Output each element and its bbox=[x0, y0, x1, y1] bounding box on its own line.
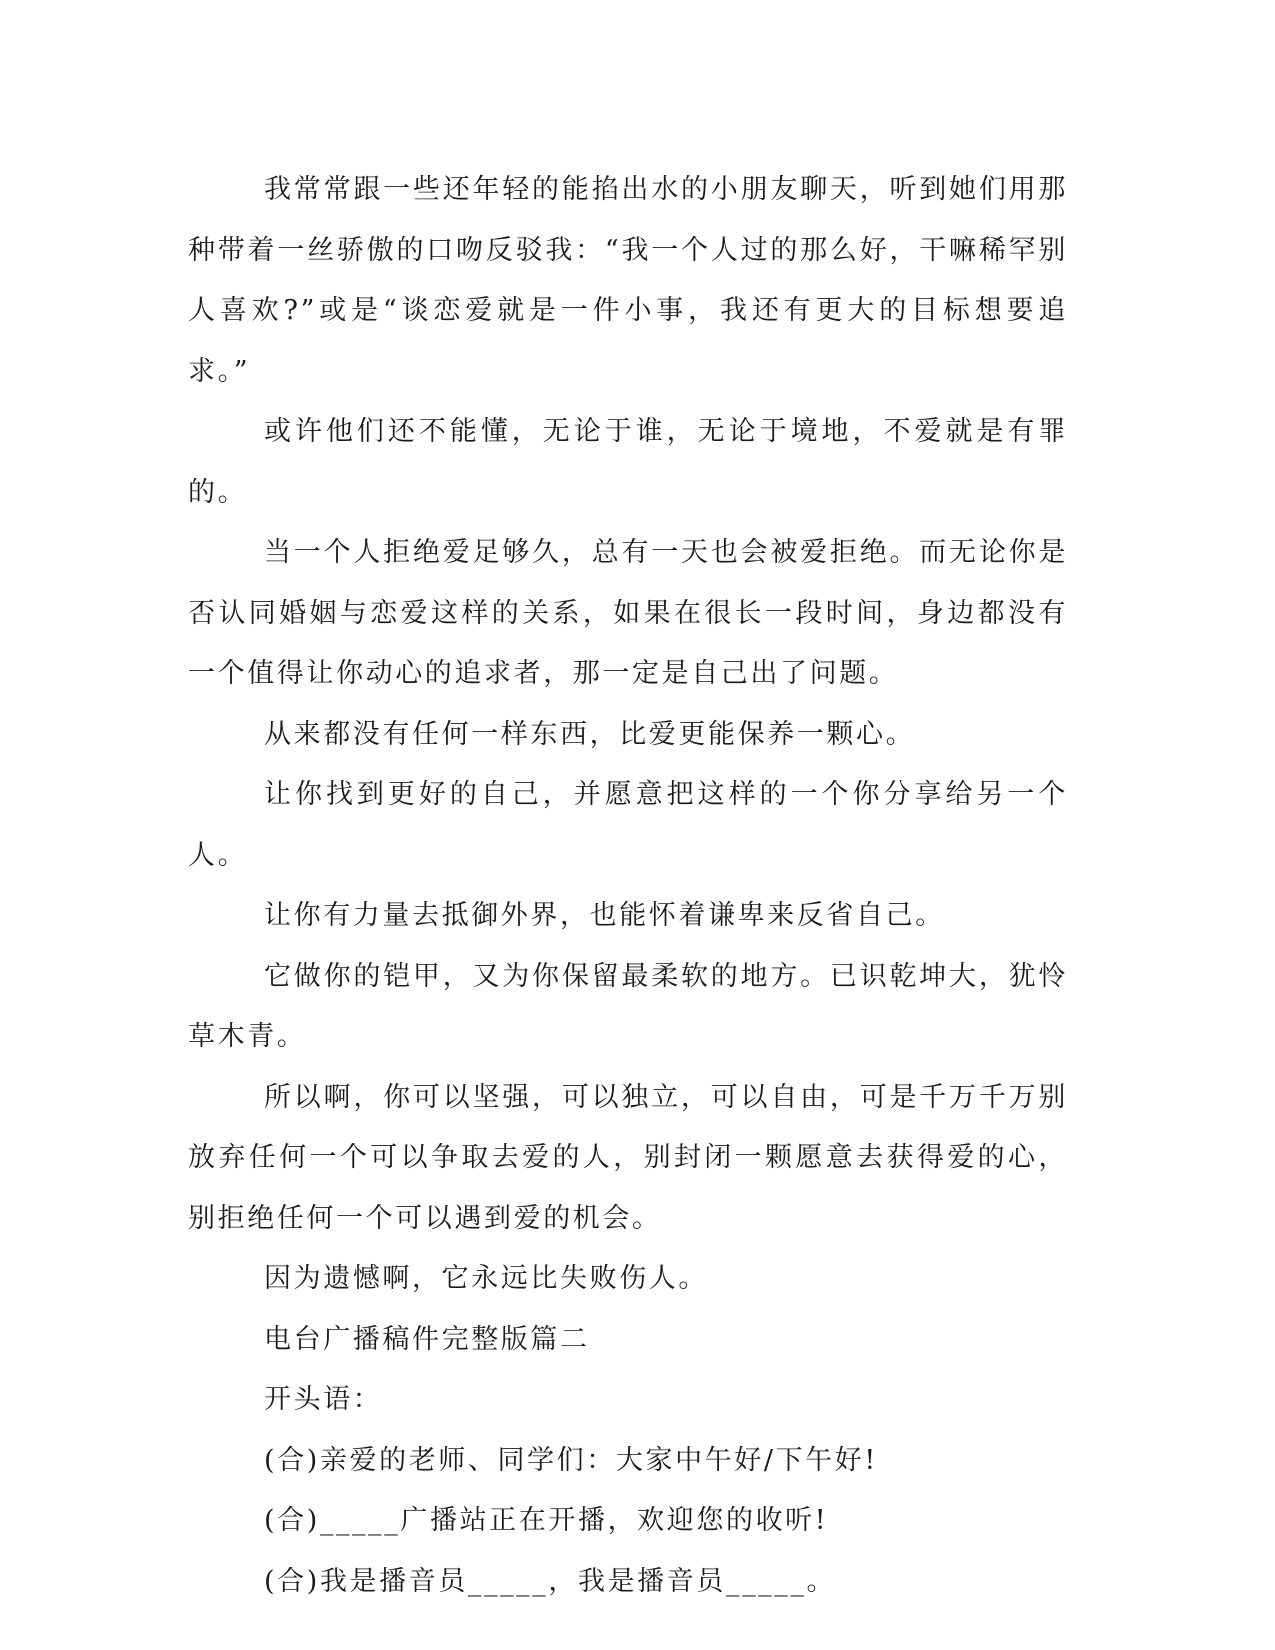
paragraph: 或许他们还不能懂，无论于谁，无论于境地，不爱就是有罪的。 bbox=[188, 416, 1068, 508]
paragraph: 让你找到更好的自己，并愿意把这样的一个你分享给另一个人。 bbox=[188, 779, 1068, 871]
paragraph: 开头语： bbox=[264, 1384, 383, 1415]
document-body bbox=[188, 160, 1068, 1612]
section-heading: 电台广播稿件完整版篇二 bbox=[264, 1323, 590, 1355]
paragraph: 让你有力量去抵御外界，也能怀着谦卑来反省自己。 bbox=[264, 900, 945, 931]
paragraph: 所以啊，你可以坚强，可以独立，可以自由，可是千万千万别放弃任何一个可以争取去爱的人，别封闭一颗愿意去获得爱的心，别拒绝任何一个可以遇到爱的机会。 bbox=[188, 1081, 1068, 1234]
paragraph: 因为遗憾啊，它永远比失败伤人。 bbox=[264, 1263, 708, 1294]
paragraph: (合)亲爱的老师、同学们：大家中午好/下午好! bbox=[264, 1444, 878, 1476]
paragraph: (合)我是播音员_____，我是播音员_____。 bbox=[264, 1565, 837, 1597]
paragraph: (合)_____广播站正在开播，欢迎您的收听! bbox=[264, 1505, 829, 1536]
paragraph: 它做你的铠甲，又为你保留最柔软的地方。已识乾坤大，犹怜草木青。 bbox=[188, 960, 1068, 1052]
paragraph: 当一个人拒绝爱足够久，总有一天也会被爱拒绝。而无论你是否认同婚姻与恋爱这样的关系，如果在很长一段时间，身边都没有一个值得让你动心的追求者，那一定是自己出了问题。 bbox=[188, 537, 1068, 689]
paragraph: 我常常跟一些还年轻的能掐出水的小朋友聊天，听到她们用那种带着一丝骄傲的口吻反驳我：“我一个人过的那么好，干嘛稀罕别人喜欢?”或是“谈恋爱就是一件小事，我还有更大的目标想要追求。” bbox=[188, 174, 1068, 387]
paragraph: 从来都没有任何一样东西，比爱更能保养一颗心。 bbox=[264, 718, 916, 750]
